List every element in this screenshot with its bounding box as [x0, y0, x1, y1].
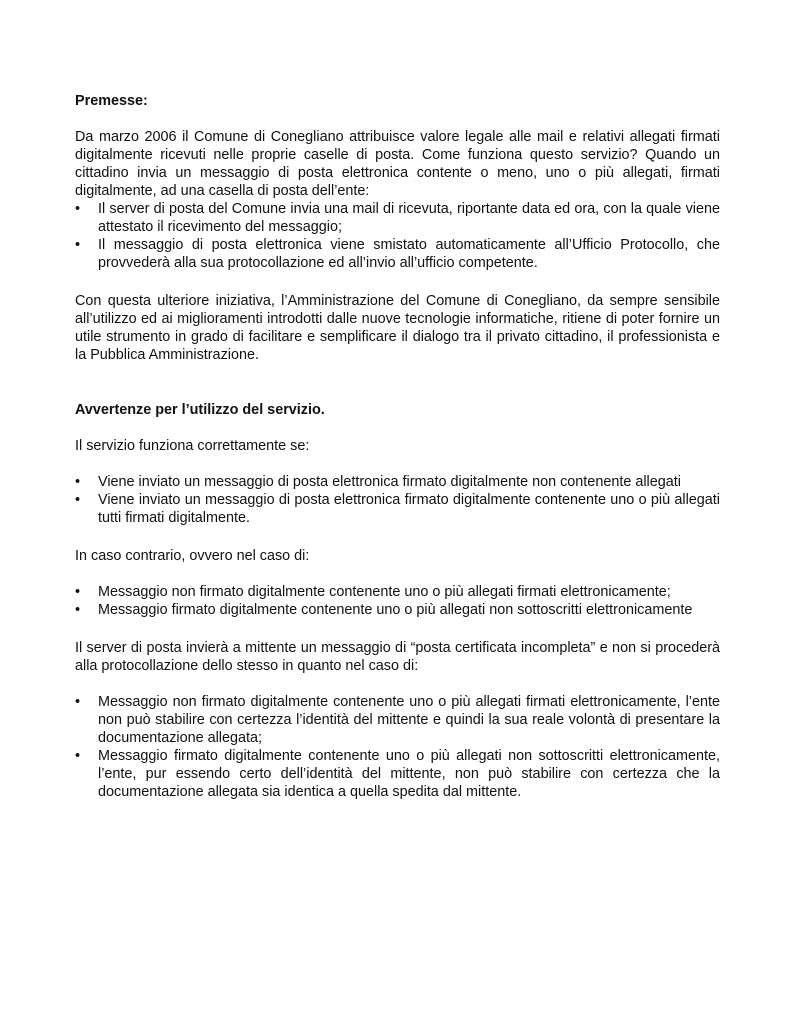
bullet-icon: •: [75, 492, 81, 508]
reason-bullet-list: [75, 693, 720, 801]
list-item: [75, 601, 720, 619]
correct-intro-paragraph: Il servizio funziona correttamente se:: [75, 438, 310, 454]
list-item-text: Messaggio firmato digitalmente contenente uno o più allegati non sottoscritti elettronicamente: [98, 602, 693, 618]
bullet-icon: •: [75, 602, 81, 618]
correct-bullet-list: [75, 473, 720, 527]
list-item: [75, 200, 720, 236]
list-item: [75, 491, 720, 527]
list-item-text: Il messaggio di posta elettronica viene smistato automaticamente all’Ufficio Protocollo, che provvederà alla sua protocollazione ed all’invio all’ufficio competente.: [98, 237, 720, 271]
bullet-icon: •: [75, 748, 81, 764]
list-item-text: Messaggio firmato digitalmente contenente uno o più allegati non sottoscritti elettronicamente, l’ente, pur essendo certo dell’identità del mittente, non può stabilire con certezza che la documentazione allegata sia identica a quella spedita dal mittente.: [98, 748, 720, 800]
list-item-text: Messaggio non firmato digitalmente contenente uno o più allegati firmati elettronicamente;: [98, 584, 671, 600]
list-item-text: Viene inviato un messaggio di posta elettronica firmato digitalmente non contenente allegati: [98, 474, 681, 490]
bullet-icon: •: [75, 237, 81, 253]
premesse-intro-paragraph: Da marzo 2006 il Comune di Conegliano attribuisce valore legale alle mail e relativi allegati firmati digitalmente ricevuti nelle proprie caselle di posta. Come funziona questo servizio? Quando un cittadino invia un messaggio di posta elettronica contente o meno, uno o più allegati, firmati digitalmente, ad una casella di posta dell’ente:: [75, 129, 720, 199]
list-item: [75, 747, 720, 801]
list-item-text: Il server di posta del Comune invia una mail di ricevuta, riportante data ed ora, con la quale viene attestato il ricevimento del messaggio;: [98, 201, 720, 235]
avvertenze-heading: Avvertenze per l’utilizzo del servizio.: [75, 402, 325, 418]
premesse-bullet-list: [75, 200, 720, 272]
bullet-icon: •: [75, 694, 81, 710]
list-item-text: Messaggio non firmato digitalmente contenente uno o più allegati firmati elettronicamente, l’ente non può stabilire con certezza l’identità del mittente e quindi la sua reale volontà di presentare la documentazione allegata;: [98, 694, 720, 746]
bullet-icon: •: [75, 201, 81, 217]
bullet-icon: •: [75, 584, 81, 600]
contrary-bullet-list: [75, 583, 720, 619]
list-item-text: Viene inviato un messaggio di posta elettronica firmato digitalmente contenente uno o più allegati tutti firmati digitalmente.: [98, 492, 720, 526]
document-page: [75, 92, 720, 801]
list-item: [75, 473, 720, 491]
list-item: [75, 236, 720, 272]
list-item: [75, 583, 720, 601]
premesse-heading: Premesse:: [75, 93, 148, 109]
premesse-closing-paragraph: Con questa ulteriore iniziativa, l’Amministrazione del Comune di Conegliano, da sempre sensibile all’utilizzo ed ai miglioramenti introdotti dalle nuove tecnologie informatiche, ritiene di poter fornire un utile strumento in grado di facilitare e semplificare il dialogo tra il privato cittadino, il professionista e la Pubblica Amministrazione.: [75, 293, 720, 363]
bullet-icon: •: [75, 474, 81, 490]
server-note-paragraph: Il server di posta invierà a mittente un messaggio di “posta certificata incompleta” e non si procederà alla protocollazione dello stesso in quanto nel caso di:: [75, 640, 720, 674]
contrary-intro-paragraph: In caso contrario, ovvero nel caso di:: [75, 548, 310, 564]
list-item: [75, 693, 720, 747]
